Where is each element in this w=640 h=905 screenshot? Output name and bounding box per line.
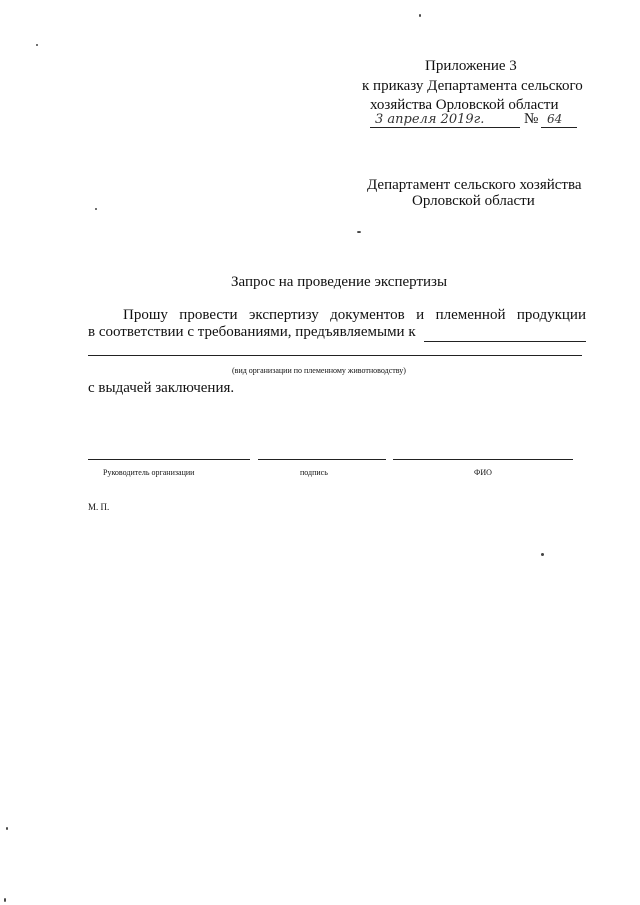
scan-speck	[6, 827, 8, 830]
head-signature-blank	[88, 459, 250, 460]
name-blank	[393, 459, 573, 460]
signature-label: подпись	[300, 468, 328, 477]
scan-speck	[4, 898, 6, 902]
org-type-caption: (вид организации по племенному животноводству)	[232, 366, 406, 375]
number-underline	[541, 127, 577, 128]
name-label: ФИО	[474, 468, 492, 477]
scan-speck	[419, 14, 421, 17]
signature-blank	[258, 459, 386, 460]
handwritten-number: 64	[547, 112, 563, 126]
number-label: №	[524, 111, 539, 127]
recipient-line2: Орловской области	[412, 193, 535, 209]
handwritten-date: 3 апреля 2019г.	[375, 112, 485, 127]
appendix-department-line: хозяйства Орловской области	[370, 97, 559, 113]
date-underline	[370, 127, 520, 128]
appendix-order-line: к приказу Департамента сельского	[362, 78, 583, 94]
org-type-blank-1	[424, 341, 586, 342]
scan-speck	[541, 553, 544, 556]
closing-line: с выдачей заключения.	[88, 380, 235, 396]
scan-speck	[357, 231, 361, 233]
request-line1: Прошу провести экспертизу документов и племенной продукции	[123, 307, 586, 323]
scan-speck	[36, 44, 38, 46]
request-line2: в соответствии с требованиями, предъявляемыми к	[88, 324, 416, 340]
appendix-title: Приложение 3	[425, 58, 517, 74]
recipient-line1: Департамент сельского хозяйства	[367, 177, 582, 193]
scan-speck	[95, 208, 97, 210]
stamp-placeholder: М. П.	[88, 502, 110, 512]
document-title: Запрос на проведение экспертизы	[231, 274, 448, 290]
org-type-blank-2	[88, 355, 582, 356]
head-label: Руководитель организации	[103, 468, 195, 477]
